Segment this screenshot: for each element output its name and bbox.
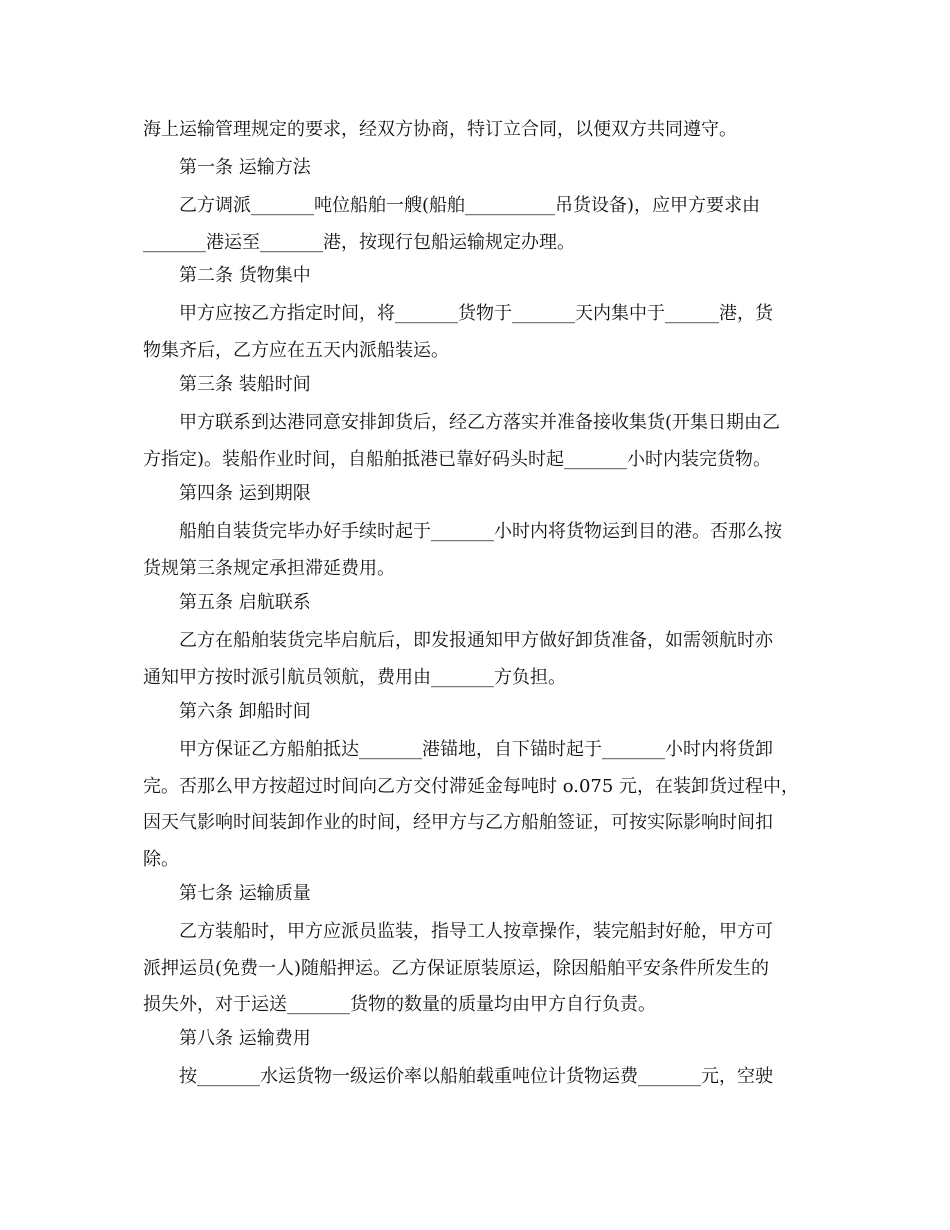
text-line: 乙方装船时，甲方应派员监装，指导工人按章操作，装完船封好舱，甲方可 — [179, 921, 773, 942]
article-heading: 第三条 装船时间 — [179, 374, 311, 395]
article-heading: 第一条 运输方法 — [179, 157, 311, 178]
text-line: 乙方在船舶装货完毕启航后，即发报通知甲方做好卸货准备，如需领航时亦 — [179, 630, 773, 651]
text-line: 因天气影响时间装卸作业的时间，经甲方与乙方船舶签证，可按实际影响时间扣 — [143, 812, 773, 833]
article-heading: 第四条 运到期限 — [179, 483, 311, 504]
article-heading: 第二条 货物集中 — [179, 265, 311, 286]
text-line: 派押运员(免费一人)随船押运。乙方保证原装原运，除因船舶平安条件所发生的 — [143, 958, 770, 979]
text-line: 甲方保证乙方船舶抵达_______港锚地，自下锚时起于_______小时内将货卸 — [179, 739, 773, 760]
text-line: 除。 — [143, 849, 179, 870]
article-heading: 第八条 运输费用 — [179, 1028, 311, 1049]
text-line: 通知甲方按时派引航员领航，费用由_______方负担。 — [143, 667, 566, 688]
article-heading: 第六条 卸船时间 — [179, 701, 311, 722]
text-line: 甲方联系到达港同意安排卸货后，经乙方落实并准备接收集货(开集日期由乙 — [179, 412, 781, 433]
text-line: 船舶自装货完毕办好手续时起于_______小时内将货物运到目的港。否那么按 — [179, 521, 782, 542]
text-line: 按_______水运货物一级运价率以船舶载重吨位计货物运费_______元，空驶 — [179, 1066, 773, 1087]
text-line: 损失外，对于运送_______货物的数量的质量均由甲方自行负责。 — [143, 994, 656, 1015]
text-line: 甲方应按乙方指定时间，将_______货物于_______天内集中于______港，货 — [179, 303, 773, 324]
article-heading: 第七条 运输质量 — [179, 883, 311, 904]
text-line: 海上运输管理规定的要求，经双方协商，特订立合同，以便双方共同遵守。 — [143, 119, 737, 140]
text-line: _______港运至_______港，按现行包船运输规定办理。 — [143, 232, 575, 253]
article-heading: 第五条 启航联系 — [179, 592, 311, 613]
text-line: 乙方调派_______吨位船舶一艘(船舶__________吊货设备)，应甲方要求由 — [179, 195, 761, 216]
text-line: 方指定)。装船作业时间，自船舶抵港已靠好码头时起_______小时内装完货物。 — [143, 449, 772, 470]
text-line: 物集齐后，乙方应在五天内派船装运。 — [143, 340, 449, 361]
text-line: 完。否那么甲方按超过时间向乙方交付滞延金每吨时 o.075 元，在装卸货过程中， — [143, 776, 800, 797]
text-line: 货规第三条规定承担滞延费用。 — [143, 558, 395, 579]
